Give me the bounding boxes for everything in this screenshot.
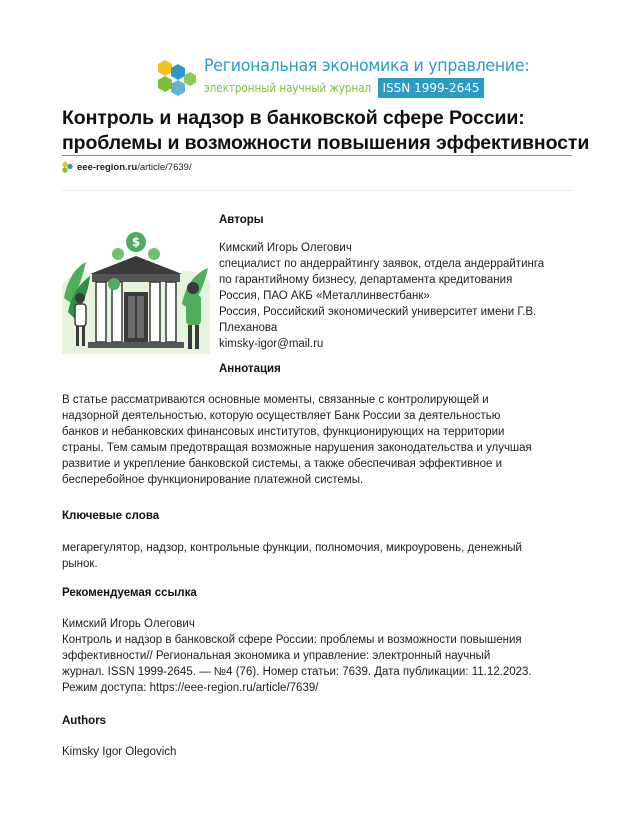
keywords-text	[62, 540, 582, 572]
citation-line: Кимский Игорь Олегович	[62, 618, 195, 630]
citation-heading: Рекомендуемая ссылка	[62, 587, 197, 599]
author-affiliation-line: Плеханова	[219, 322, 278, 334]
annotation-line: надзорной деятельностью, которую осуществляет Банк России за деятельностью	[62, 410, 501, 422]
citation-line: эффективности// Региональная экономика и управление: электронный научный	[62, 650, 491, 662]
journal-logo-icon	[156, 58, 196, 96]
header-divider	[62, 190, 572, 191]
journal-title: Региональная экономика и управление:	[204, 56, 530, 76]
site-favicon-icon	[62, 161, 74, 173]
keywords-line: рынок.	[62, 558, 98, 570]
keywords-heading: Ключевые слова	[62, 510, 160, 522]
article-link-host: eee-region.ru	[77, 161, 138, 173]
svg-text:$: $	[131, 235, 141, 249]
authors-heading: Авторы	[219, 214, 264, 226]
article-title: Контроль и надзор в банковской сфере России: проблемы и возможности повышения эффективности	[62, 107, 590, 154]
author-affiliation-line: специалист по андеррайтингу заявок, отдела андеррайтинга	[219, 258, 545, 270]
annotation-text	[62, 392, 582, 488]
citation-line[interactable]: Режим доступа: https://eee-region.ru/article/7639/	[62, 682, 319, 694]
author-affiliation-line: Россия, Российский экономический университет имени Г.В.	[219, 306, 537, 318]
annotation-line: В статье рассматриваются основные моменты, связанные с контролирующей и	[62, 394, 489, 406]
author-en-name: Kimsky Igor Olegovich	[62, 746, 177, 758]
keywords-line: мегарегулятор, надзор, контрольные функции, полномочия, микроуровень, денежный	[62, 542, 522, 554]
journal-issn-badge: ISSN 1999-2645	[378, 78, 484, 98]
annotation-line: развитие и укрепление банковской системы, а также обеспечивая эффективное и	[62, 458, 502, 470]
citation-text	[62, 616, 582, 696]
authors-en-heading: Authors	[62, 715, 107, 727]
author-name: Кимский Игорь Олегович	[219, 242, 352, 254]
author-email[interactable]: kimsky-igor@mail.ru	[219, 338, 324, 350]
title-divider	[62, 155, 572, 156]
journal-masthead	[156, 54, 530, 100]
annotation-line: банков и небанковских финансовых институтов, функционирующих на территории	[62, 426, 505, 438]
citation-line: Контроль и надзор в банковской сфере России: проблемы и возможности повышения	[62, 634, 522, 646]
author-affiliation-line: Россия, ПАО АКБ «Металлинвестбанк»	[219, 290, 430, 302]
article-link-path: /article/7639/	[137, 161, 192, 173]
annotation-heading: Аннотация	[219, 363, 281, 375]
author-block	[219, 240, 579, 352]
annotation-line: страны. Тем самым предотвращая возможные нарушения законодательства и улучшая	[62, 442, 532, 454]
annotation-line: бесперебойное функционирование платежной системы.	[62, 474, 364, 486]
author-affiliation-line: по гарантийному бизнесу, департамента кредитования	[219, 274, 513, 286]
journal-subtitle: электронный научный журнал	[204, 81, 372, 95]
bank-illustration	[62, 224, 210, 354]
article-link[interactable]	[62, 160, 192, 174]
citation-line: журнал. ISSN 1999-2645. — №4 (76). Номер статьи: 7639. Дата публикации: 11.12.2023.	[62, 666, 532, 678]
